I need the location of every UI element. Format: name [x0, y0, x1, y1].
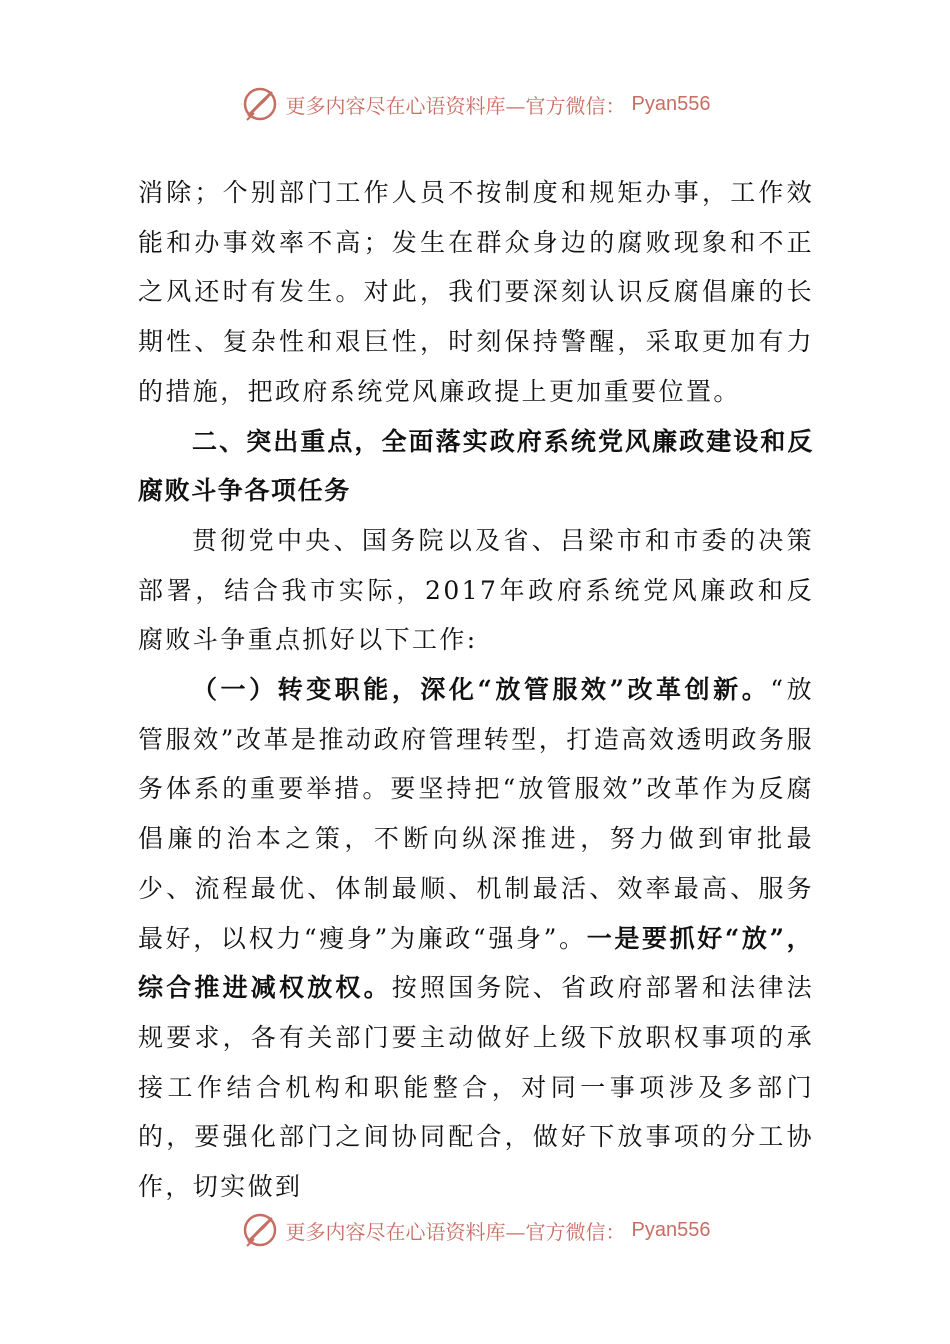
- watermark-wechat-id: Pyan556: [631, 92, 711, 115]
- quill-logo-icon: [240, 84, 280, 124]
- header-watermark: [0, 82, 950, 126]
- paragraph: 贯彻党中央、国务院以及省、吕梁市和市委的决策部署，结合我市实际，2017年政府系统党风廉政和反腐败斗争重点抓好以下工作:: [138, 525, 814, 655]
- paragraph-text: “放管服效”改革是推动政府管理转型，打造高效透明政务服务体系的重要举措。要坚持把“放管服效”改革作为反腐倡廉的治本之策，不断向纵深推进，努力做到审批最少、流程最优、体制最顺、机制最活、效率最高、服务最好，以权力“瘦身”为廉政“强身”。: [138, 675, 814, 953]
- watermark-text: 更多内容尽在心语资料库—官方微信：: [285, 93, 626, 118]
- quill-logo-icon: [240, 1210, 280, 1250]
- document-body: [138, 168, 814, 1212]
- emphasis-text: 一是要抓好“放”，综合推进减权放权。: [138, 923, 814, 1003]
- section-heading: 二、突出重点，全面落实政府系统党风廉政建设和反腐败斗争各项任务: [138, 426, 814, 506]
- paragraph: [138, 665, 814, 1212]
- watermark-text: 更多内容尽在心语资料库—官方微信：: [285, 1219, 626, 1244]
- paragraph-text: 按照国务院、省政府部署和法律法规要求，各有关部门要主动做好上级下放职权事项的承接工作结合机构和职能整合，对同一事项涉及多部门的，要强化部门之间协同配合，做好下放事项的分工协作，切实做到: [138, 973, 814, 1202]
- watermark-wechat-id: Pyan556: [631, 1218, 711, 1241]
- footer-watermark: [0, 1208, 950, 1252]
- paragraph: 消除；个别部门工作人员不按制度和规矩办事，工作效能和办事效率不高；发生在群众身边的腐败现象和不正之风还时有发生。对此，我们要深刻认识反腐倡廉的长期性、复杂性和艰巨性，时刻保持警醒，采取更加有力的措施，把政府系统党风廉政提上更加重要位置。: [138, 178, 814, 406]
- subsection-heading: （一）转变职能，深化“放管服效”改革创新。: [192, 675, 771, 705]
